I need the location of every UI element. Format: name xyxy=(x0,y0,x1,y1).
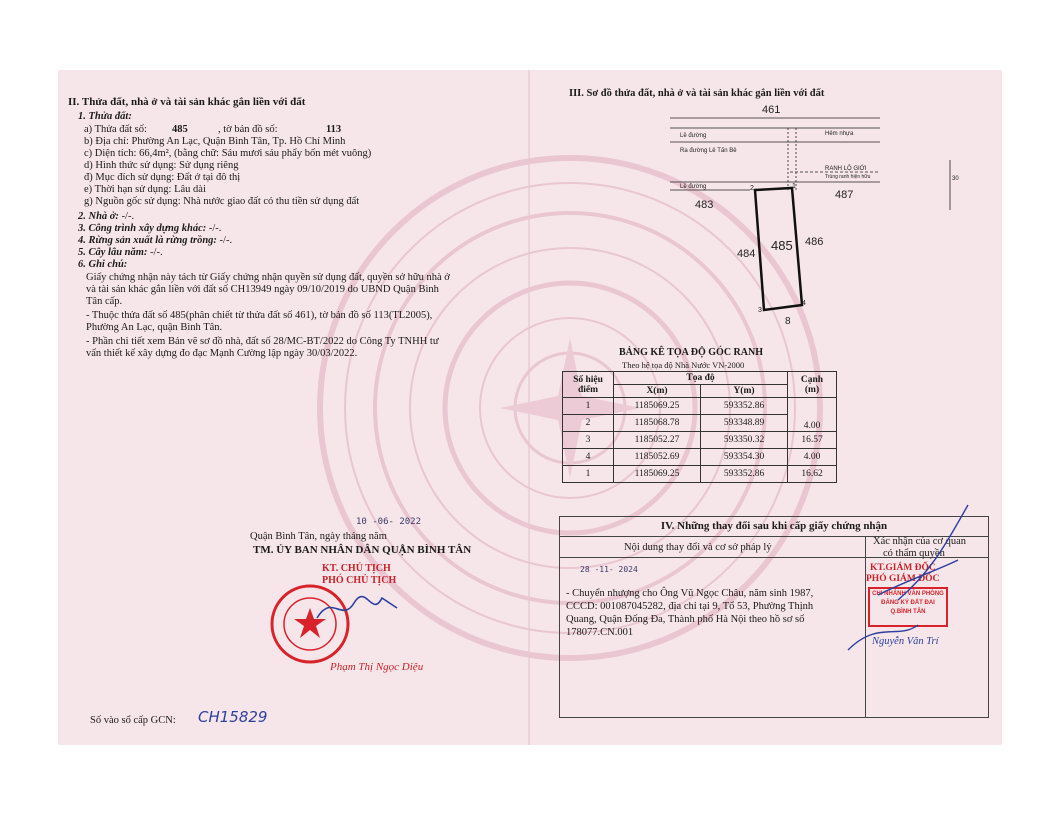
point-1: 1 xyxy=(792,183,796,190)
vice-chair-subtitle: PHÓ CHỦ TỊCH xyxy=(322,575,397,586)
note-line: - Phần chi tiết xem Bản vẽ sơ đồ nhà, đất số 28/MC-BT/2022 do Công Ty TNHH tư xyxy=(86,336,439,347)
parcel-label: a) Thửa đất số: xyxy=(84,124,147,135)
change-line: - Chuyển nhượng cho Ông Vũ Ngọc Châu, năm sinh 1987, xyxy=(566,588,814,599)
signer-2-name: Nguyễn Văn Trí xyxy=(872,636,939,647)
note-line: vấn thiết kế xây dựng đo đạc Mạnh Cường lập ngày 30/03/2022. xyxy=(86,348,358,359)
point-3: 3 xyxy=(758,307,762,314)
map-number: 113 xyxy=(326,124,342,135)
road-label: Hẻm nhựa xyxy=(825,131,854,137)
note-line: - Thuộc thửa đất số 485(phân chiết từ thửa đất số 461), tờ bản đồ số 113(TL2005), xyxy=(86,310,433,321)
changes-col-confirm: Xác nhận của cơ quan xyxy=(873,536,967,547)
note-line: Tân cấp. xyxy=(86,296,123,307)
change-date-stamp: 28 -11- 2024 xyxy=(580,565,638,574)
parcel-number: 485 xyxy=(172,124,188,135)
note-line: Phường An Lạc, quận Bình Tân. xyxy=(86,322,223,333)
table-subtitle: Theo hệ tọa độ Nhà Nước VN-2000 xyxy=(622,360,745,370)
usage-term: e) Thời hạn sử dụng: Lâu dài xyxy=(84,184,206,195)
authority: TM. ỦY BAN NHÂN DÂN QUẬN BÌNH TÂN xyxy=(253,544,472,556)
gcn-number: CH15829 xyxy=(198,708,268,726)
address: b) Địa chỉ: Phường An Lạc, Quận Bình Tân, Tp. Hồ Chí Minh xyxy=(84,136,346,147)
changes-title: IV. Những thay đổi sau khi cấp giấy chứng nhận xyxy=(560,517,988,537)
table-title: BẢNG KÊ TỌA ĐỘ GÓC RANH xyxy=(619,347,763,358)
road-label: Lề đường xyxy=(680,184,707,190)
signature-scribble xyxy=(312,588,402,628)
gcn-label: Số vào sổ cấp GCN: xyxy=(90,715,176,726)
parcel-diagram xyxy=(640,100,970,325)
change-line: 178077.CN.001 xyxy=(566,627,634,638)
change-line: CCCD: 001087045282, địa chỉ tại 9, Tổ 53, Phường Thịnh xyxy=(566,601,814,612)
point-2: 2 xyxy=(750,185,754,192)
usage-origin: g) Nguồn gốc sử dụng: Nhà nước giao đất có thu tiền sử dụng đất xyxy=(84,196,360,207)
change-line: Quang, Quận Đống Đa, Thành phố Hà Nội theo hồ sơ số xyxy=(566,614,805,625)
label-485: 485 xyxy=(771,238,793,253)
heading-other-works: 3. Công trình xây dựng khác: -/-. xyxy=(78,223,222,234)
changes-col-confirm-2: có thẩm quyền xyxy=(883,548,945,559)
usage-form: d) Hình thức sử dụng: Sử dụng riêng xyxy=(84,160,239,171)
road-label: Ra đường Lê Tấn Bê xyxy=(680,148,737,154)
vice-chair-title: KT. CHỦ TỊCH xyxy=(322,563,391,574)
label-8: 8 xyxy=(785,316,791,325)
place-date: Quận Bình Tân, ngày tháng năm xyxy=(250,531,387,542)
deputy-director: PHÓ GIÁM ĐỐC xyxy=(866,574,940,584)
road-label: Lề đường xyxy=(680,133,707,139)
label-487: 487 xyxy=(835,189,854,201)
label-483: 483 xyxy=(695,199,714,211)
changes-col-content: Nội dung thay đổi và cơ sở pháp lý xyxy=(624,542,772,553)
map-label: , tờ bản đồ số: xyxy=(218,124,278,135)
office-stamp: CHI NHÁNH VĂN PHÒNG ĐĂNG KÝ ĐẤT ĐAI Q.BÌNH TÂN xyxy=(868,587,948,627)
coordinate-table: Số hiệu điểm Tọa độ Cạnh (m) X(m) Y(m) 1 1185069.25 593352.86 4.00 2 1185068.78 593348.89 3 1185052.27 593350.32 16.57 4 1185052.69 593354.30 4.00 1 1185069.25 593352.86 16.62 xyxy=(562,371,837,483)
director-title: KT.GIÁM ĐỐC xyxy=(870,563,936,573)
label-484: 484 xyxy=(737,248,756,260)
boundary-label: RANH LỘ GIỚI xyxy=(825,166,867,172)
label-461: 461 xyxy=(762,104,781,116)
signer-name: Phạm Thị Ngọc Diệu xyxy=(330,661,424,673)
area: c) Diện tích: 66,4m², (bằng chữ: Sáu mươi sáu phẩy bốn mét vuông) xyxy=(84,148,372,159)
section-ii-title: II. Thửa đất, nhà ở và tài sản khác gắn liền với đất xyxy=(68,96,306,108)
point-4: 4 xyxy=(802,300,806,307)
boundary-sub: Trùng ranh hiện hữu xyxy=(825,174,871,180)
usage-purpose: đ) Mục đích sử dụng: Đất ở tại đô thị xyxy=(84,172,241,183)
note-line: và tài sản khác gắn liền với đất số CH13949 ngày 09/10/2019 do UBND Quận Bình xyxy=(86,284,439,295)
heading-house: 2. Nhà ở: -/-. xyxy=(78,211,135,222)
note-line: Giấy chứng nhận này tách từ Giấy chứng nhận quyền sử dụng đất, quyền sở hữu nhà ở xyxy=(86,272,450,283)
heading-parcel: 1. Thửa đất: xyxy=(78,111,132,122)
issue-date-stamp: 10 -06- 2022 xyxy=(356,517,422,527)
heading-forest: 4. Rừng sản xuất là rừng trồng: -/-. xyxy=(78,235,233,246)
label-486: 486 xyxy=(805,236,824,248)
heading-trees: 5. Cây lâu năm: -/-. xyxy=(78,247,163,258)
scale-label: 30 xyxy=(952,176,959,182)
heading-notes: 6. Ghi chú: xyxy=(78,259,128,270)
section-iii-title: III. Sơ đồ thửa đất, nhà ở và tài sản khác gắn liền với đất xyxy=(569,88,825,99)
